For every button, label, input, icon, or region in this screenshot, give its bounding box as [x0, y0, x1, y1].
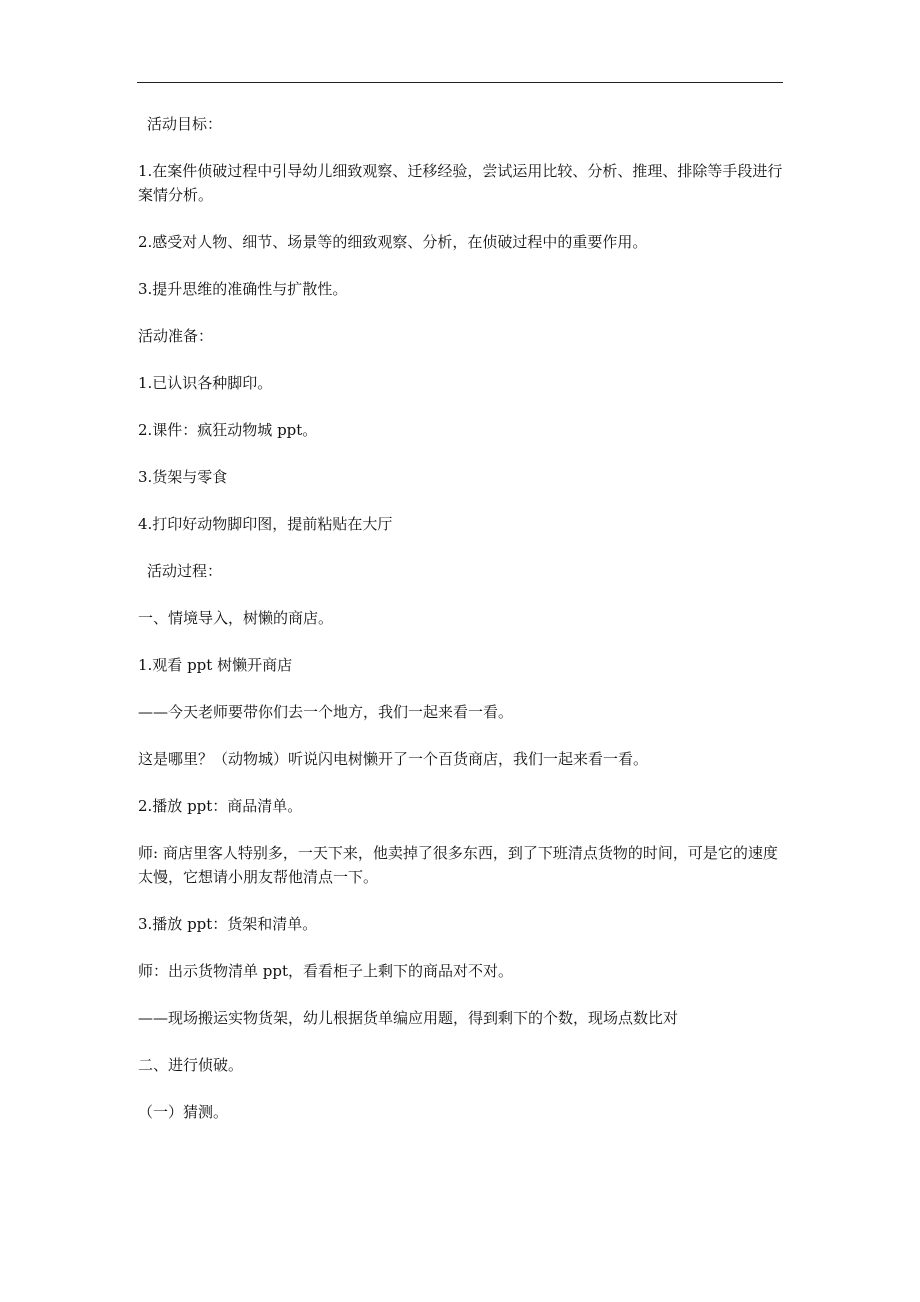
teacher-line-1: 师: 商店里客人特别多，一天下来，他卖掉了很多东西，到了下班清点货物的时间，可是它的速度太慢，它想请小朋友帮他清点一下。 [138, 844, 778, 886]
prep-item-4: 4.打印好动物脚印图，提前粘贴在大厅 [138, 515, 393, 533]
prep-item-3: 3.货架与零食 [138, 468, 228, 486]
process-step-2: 2.播放 ppt：商品清单。 [138, 797, 303, 815]
process-step-1: 1.观看 ppt 树懒开商店 [138, 656, 293, 674]
heading-activity-process: 活动过程： [147, 562, 223, 580]
document-body [138, 112, 786, 1147]
heading-activity-goals: 活动目标： [147, 115, 223, 133]
goal-item-2: 2.感受对人物、细节、场景等的细致观察、分析，在侦破过程中的重要作用。 [138, 233, 648, 251]
section-2-title: 二、进行侦破。 [138, 1056, 244, 1074]
process-dialogue-1: ——今天老师要带你们去一个地方，我们一起来看一看。 [138, 703, 514, 721]
heading-activity-preparation: 活动准备： [138, 327, 214, 345]
section-1-title: 一、情境导入，树懒的商店。 [138, 609, 334, 627]
teacher-line-2: 师：出示货物清单 ppt，看看柜子上剩下的商品对不对。 [138, 962, 514, 980]
header-rule [137, 82, 783, 83]
goal-item-3: 3.提升思维的准确性与扩散性。 [138, 280, 348, 298]
prep-item-2: 2.课件：疯狂动物城 ppt。 [138, 421, 318, 439]
goal-item-1: 1.在案件侦破过程中引导幼儿细致观察、迁移经验，尝试运用比较、分析、推理、排除等手段进行案情分析。 [138, 162, 783, 204]
process-step-3: 3.播放 ppt：货架和清单。 [138, 915, 318, 933]
subsection-1-title: （一）猜测。 [138, 1103, 229, 1121]
process-dialogue-3: ——现场搬运实物货架，幼儿根据货单编应用题，得到剩下的个数，现场点数比对 [138, 1009, 679, 1027]
prep-item-1: 1.已认识各种脚印。 [138, 374, 273, 392]
process-dialogue-2: 这是哪里？（动物城）听说闪电树懒开了一个百货商店，我们一起来看一看。 [138, 750, 649, 768]
